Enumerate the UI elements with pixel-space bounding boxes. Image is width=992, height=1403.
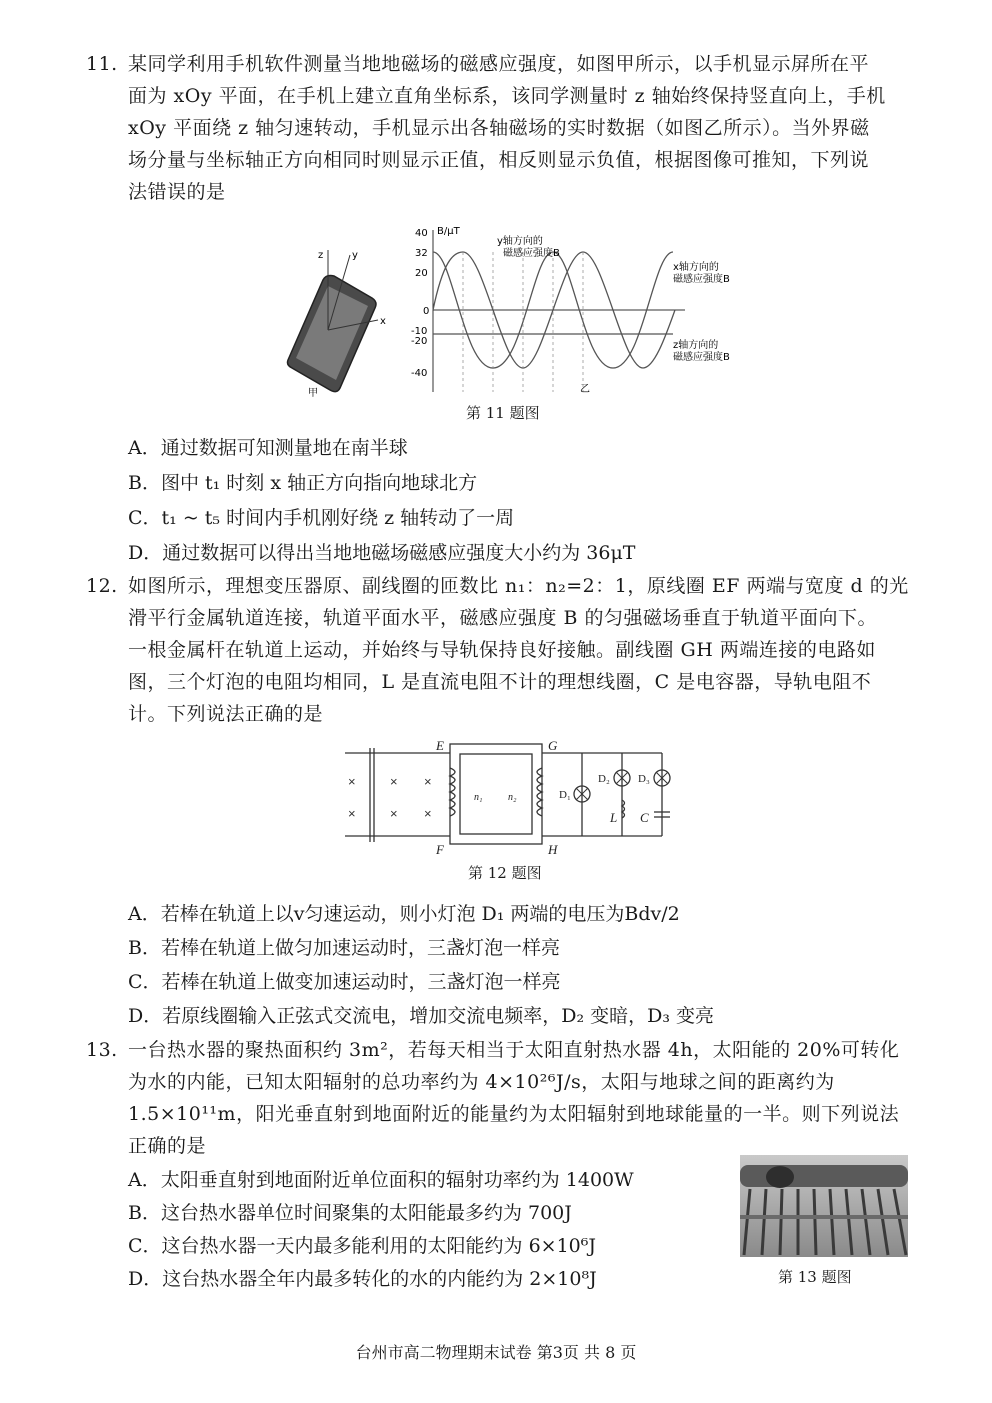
transformer-core	[450, 744, 542, 844]
q13-line-2: 为水的内能，已知太阳辐射的总功率约为 4×10²⁶J/s，太阳与地球之间的距离约为	[128, 1071, 835, 1093]
label-n1: n₁	[474, 792, 483, 803]
b-field-graph	[405, 222, 750, 397]
graph-y-label: B/μT	[437, 226, 460, 237]
page-footer: 台州市高二物理期末试卷 第3页 共 8 页	[355, 1343, 637, 1362]
q13-options	[128, 1164, 728, 1296]
tick-neg10: -10	[411, 326, 428, 337]
q12-option-b[interactable]: B．若棒在轨道上做匀加速运动时，三盏灯泡一样亮	[128, 937, 560, 959]
q12-options	[128, 898, 928, 1034]
tick-40: 40	[415, 228, 428, 239]
q11-option-a[interactable]: A．通过数据可知测量地在南半球	[128, 437, 408, 459]
q11-number: 11.	[86, 53, 118, 75]
label-n2: n₂	[508, 792, 517, 803]
q11-line-4: 场分量与坐标轴正方向相同时则显示正值，相反则显示负值，根据图像可推知，下列说	[128, 149, 870, 171]
q13-line-1: 一台热水器的聚热面积约 3m²，若每天相当于太阳直射热水器 4h，太阳能的 20%可转化	[128, 1039, 900, 1061]
axis-label-x: x	[380, 316, 386, 327]
label-d2: D₂	[598, 773, 610, 785]
q11-line-1: 某同学利用手机软件测量当地地磁场的磁感应强度，如图甲所示，以手机显示屏所在平	[128, 53, 870, 75]
q11-option-d[interactable]: D．通过数据可以得出当地地磁场磁感应强度大小约为 36μT	[128, 542, 636, 564]
q11-line-5: 法错误的是	[128, 181, 226, 203]
label-x-field: x轴方向的	[673, 262, 719, 273]
q12-stem	[128, 570, 938, 730]
q13-line-3: 1.5×10¹¹m，阳光垂直射到地面附近的能量约为太阳辐射到地球能量的一半。则下列说法	[128, 1103, 900, 1125]
phone-figure	[268, 240, 388, 400]
fig-right-label: 乙	[580, 384, 590, 395]
q11-option-b[interactable]: B．图中 t₁ 时刻 x 轴正方向指向地球北方	[128, 472, 478, 494]
transformer-circuit	[340, 738, 680, 856]
q12-option-c[interactable]: C．若棒在轨道上做变加速运动时，三盏灯泡一样亮	[128, 971, 561, 993]
axis-label-z: z	[318, 250, 324, 261]
label-z-field-2: 磁感应强度B	[673, 352, 730, 363]
tick-0: 0	[423, 306, 430, 317]
q11-line-3: xOy 平面绕 z 轴匀速转动，手机显示出各轴磁场的实时数据（如图乙所示）。当外界磁	[128, 117, 870, 139]
q11-stem	[128, 48, 938, 208]
field-mark: ×	[348, 774, 356, 789]
svg-text:×: ×	[424, 774, 432, 789]
q12-line-1: 如图所示，理想变压器原、副线圈的匝数比 n₁：n₂=2：1，原线圈 EF 两端与宽度 d 的光	[128, 575, 909, 597]
label-y-field-2: 磁感应强度B	[503, 248, 560, 259]
svg-text:×: ×	[424, 806, 432, 821]
q11-line-2: 面为 xOy 平面，在手机上建立直角坐标系，该同学测量时 z 轴始终保持竖直向上，手机	[128, 85, 886, 107]
svg-text:×: ×	[390, 774, 398, 789]
fig-left-label: 甲	[308, 388, 318, 399]
q13-option-d[interactable]: D．这台热水器全年内最多转化的水的内能约为 2×10⁸J	[128, 1268, 597, 1290]
primary-coil	[450, 768, 455, 816]
q11-caption: 第 11 题图	[466, 404, 540, 422]
svg-text:×: ×	[348, 806, 356, 821]
label-g: G	[548, 738, 558, 753]
label-l: L	[610, 810, 618, 825]
q13-option-c[interactable]: C．这台热水器一天内最多能利用的太阳能约为 6×10⁶J	[128, 1235, 596, 1257]
q12-line-5: 计。下列说法正确的是	[128, 703, 324, 725]
axis-label-y: y	[352, 250, 358, 261]
q11-options	[128, 432, 928, 572]
q12-option-d[interactable]: D．若原线圈输入正弦式交流电，增加交流电频率，D₂ 变暗，D₃ 变亮	[128, 1005, 715, 1027]
tick-neg20: -20	[411, 336, 428, 347]
q12-line-2: 滑平行金属轨道连接，轨道平面水平，磁感应强度 B 的匀强磁场垂直于轨道平面向下。	[128, 607, 878, 629]
q12-number: 12.	[86, 575, 118, 597]
q12-line-4: 图，三个灯泡的电阻均相同，L 是直流电阻不计的理想线圈，C 是电容器，导轨电阻不	[128, 671, 872, 693]
water-heater-photo	[740, 1155, 908, 1257]
q13-option-a[interactable]: A．太阳垂直射到地面附近单位面积的辐射功率约为 1400W	[128, 1169, 634, 1191]
water-tank	[740, 1165, 908, 1187]
q12-option-a[interactable]: A．若棒在轨道上以v匀速运动，则小灯泡 D₁ 两端的电压为Bdv/2	[128, 903, 680, 925]
label-d1: D₁	[559, 789, 571, 801]
q13-line-4: 正确的是	[128, 1135, 207, 1157]
label-d3: D₃	[638, 773, 650, 785]
q12-line-3: 一根金属杆在轨道上运动，并始终与导轨保持良好接触。副线圈 GH 两端连接的电路如	[128, 639, 876, 661]
svg-text:×: ×	[390, 806, 398, 821]
label-f: F	[436, 842, 444, 856]
label-z-field: z轴方向的	[673, 340, 719, 351]
phone-body	[288, 276, 377, 392]
label-e: E	[436, 738, 444, 753]
q13-caption: 第 13 题图	[778, 1268, 852, 1286]
tick-20: 20	[415, 268, 428, 279]
label-c: C	[640, 810, 649, 825]
q12-caption: 第 12 题图	[468, 864, 542, 882]
label-y-field: y轴方向的	[497, 236, 543, 247]
q13-stem	[128, 1034, 938, 1162]
label-x-field-2: 磁感应强度B	[673, 274, 730, 285]
tick-neg40: -40	[411, 368, 428, 379]
tick-32: 32	[415, 248, 428, 259]
q11-option-c[interactable]: C．t₁ ~ t₅ 时间内手机刚好绕 z 轴转动了一周	[128, 507, 515, 529]
q13-option-b[interactable]: B．这台热水器单位时间聚集的太阳能最多约为 700J	[128, 1202, 572, 1224]
q13-number: 13.	[86, 1039, 118, 1061]
secondary-coil	[537, 768, 542, 816]
label-h: H	[548, 842, 558, 856]
